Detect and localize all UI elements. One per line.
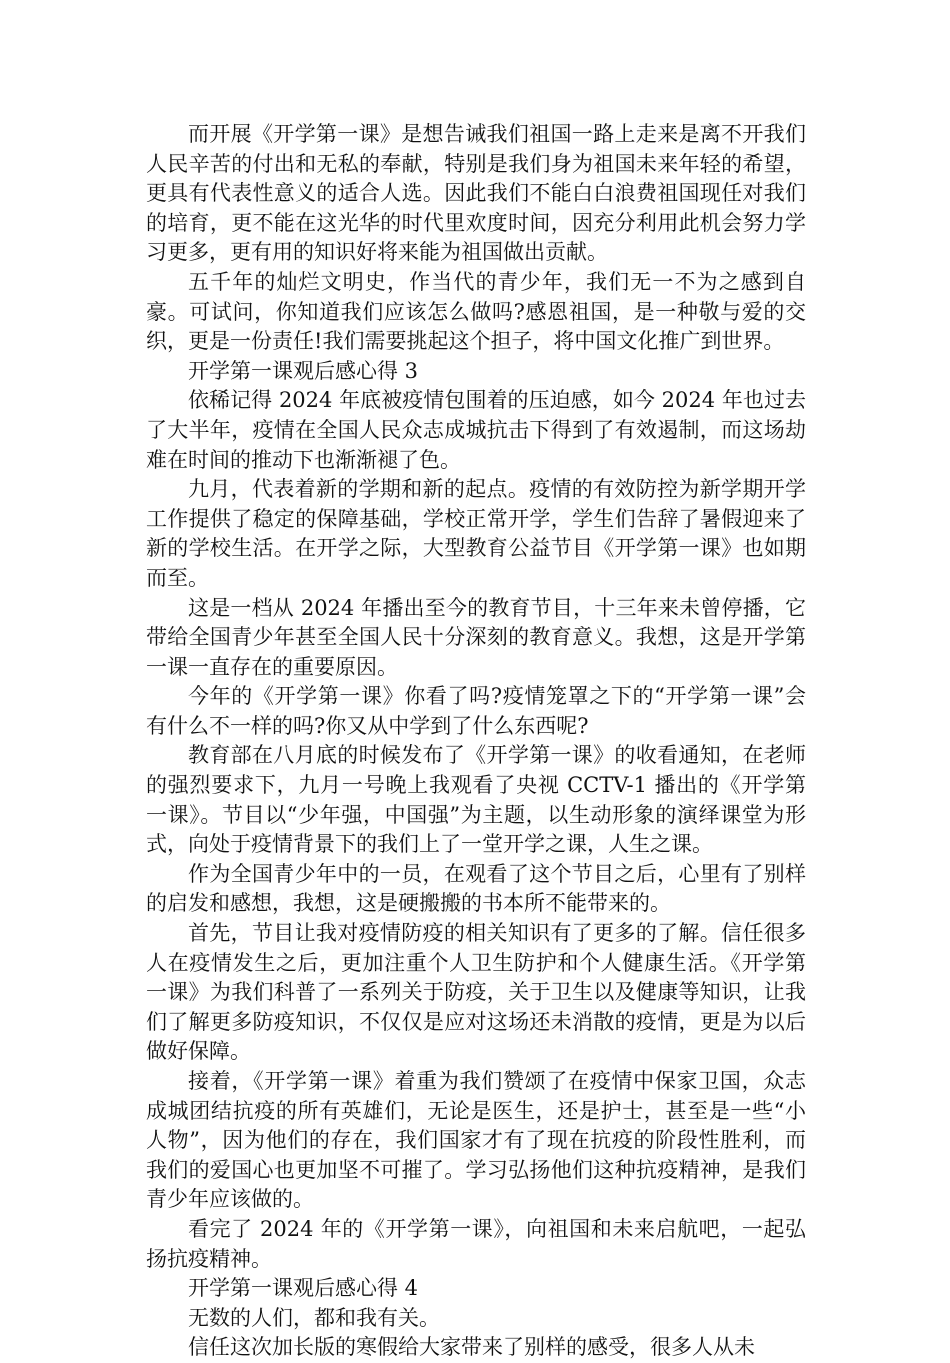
paragraph: 作为全国青少年中的一员，在观看了这个节目之后，心里有了别样的启发和感想，我想，这是硬搬搬的书本所不能带来的。 [146,861,806,916]
paragraph: 这是一档从 2024 年播出至今的教育节目，十三年来未曾停播，它带给全国青少年甚至全国人民十分深刻的教育意义。我想，这是开学第一课一直存在的重要原因。 [146,595,806,679]
paragraph: 无数的人们，都和我有关。 [188,1305,440,1330]
document-page [146,120,806,1363]
paragraph: 九月，代表着新的学期和新的起点。疫情的有效防控为新学期开学工作提供了稳定的保障基础，学校正常开学，学生们告辞了暑假迎来了新的学校生活。在开学之际，大型教育公益节目《开学第一课》也如期而至。 [146,477,806,590]
paragraph: 而开展《开学第一课》是想告诫我们祖国一路上走来是离不开我们人民辛苦的付出和无私的奉献，特别是我们身为祖国未来年轻的希望，更具有代表性意义的适合人选。因此我们不能白白浪费祖国现任对我们的培育，更不能在这光华的时代里欢度时间，因充分利用此机会努力学习更多，更有用的知识好将来能为祖国做出贡献。 [146,122,806,265]
paragraph: 五千年的灿烂文明史，作当代的青少年，我们无一不为之感到自豪。可试问，你知道我们应该怎么做吗?感恩祖国，是一种敬与爱的交织，更是一份责任!我们需要挑起这个担子，将中国文化推广到世界。 [146,269,806,354]
paragraph: 信任这次加长版的寒假给大家带来了别样的感受，很多人从未 [188,1335,755,1360]
paragraph: 看完了 2024 年的《开学第一课》，向祖国和未来启航吧，一起弘扬抗疫精神。 [146,1216,806,1271]
paragraph: 今年的《开学第一课》你看了吗?疫情笼罩之下的“开学第一课”会有什么不一样的吗?你又从中学到了什么东西呢? [146,684,806,738]
section-heading: 开学第一课观后感心得 3 [188,358,419,383]
paragraph: 首先，节目让我对疫情防疫的相关知识有了更多的了解。信任很多人在疫情发生之后，更加注重个人卫生防护和个人健康生活。《开学第一课》为我们科普了一系列关于防疫，关于卫生以及健康等知识，让我们了解更多防疫知识，不仅仅是应对这场还未消散的疫情，更是为以后做好保障。 [146,921,806,1064]
paragraph: 接着，《开学第一课》着重为我们赞颂了在疫情中保家卫国，众志成城团结抗疫的所有英雄们，无论是医生，还是护士，甚至是一些“小人物”，因为他们的存在，我们国家才有了现在抗疫的阶段性胜利，而我们的爱国心也更加坚不可摧了。学习弘扬他们这种抗疫精神，是我们青少年应该做的。 [146,1069,806,1212]
section-heading: 开学第一课观后感心得 4 [188,1276,419,1301]
paragraph: 依稀记得 2024 年底被疫情包围着的压迫感，如今 2024 年也过去了大半年，疫情在全国人民众志成城抗击下得到了有效遏制，而这场劫难在时间的推动下也渐渐褪了色。 [146,388,806,472]
paragraph: 教育部在八月底的时候发布了《开学第一课》的收看通知，在老师的强烈要求下，九月一号晚上我观看了央视 CCTV-1 播出的《开学第一课》。节目以“少年强，中国强”为主题，以生动形象的演绎课堂为形式，向处于疫情背景下的我们上了一堂开学之课，人生之课。 [146,743,806,857]
